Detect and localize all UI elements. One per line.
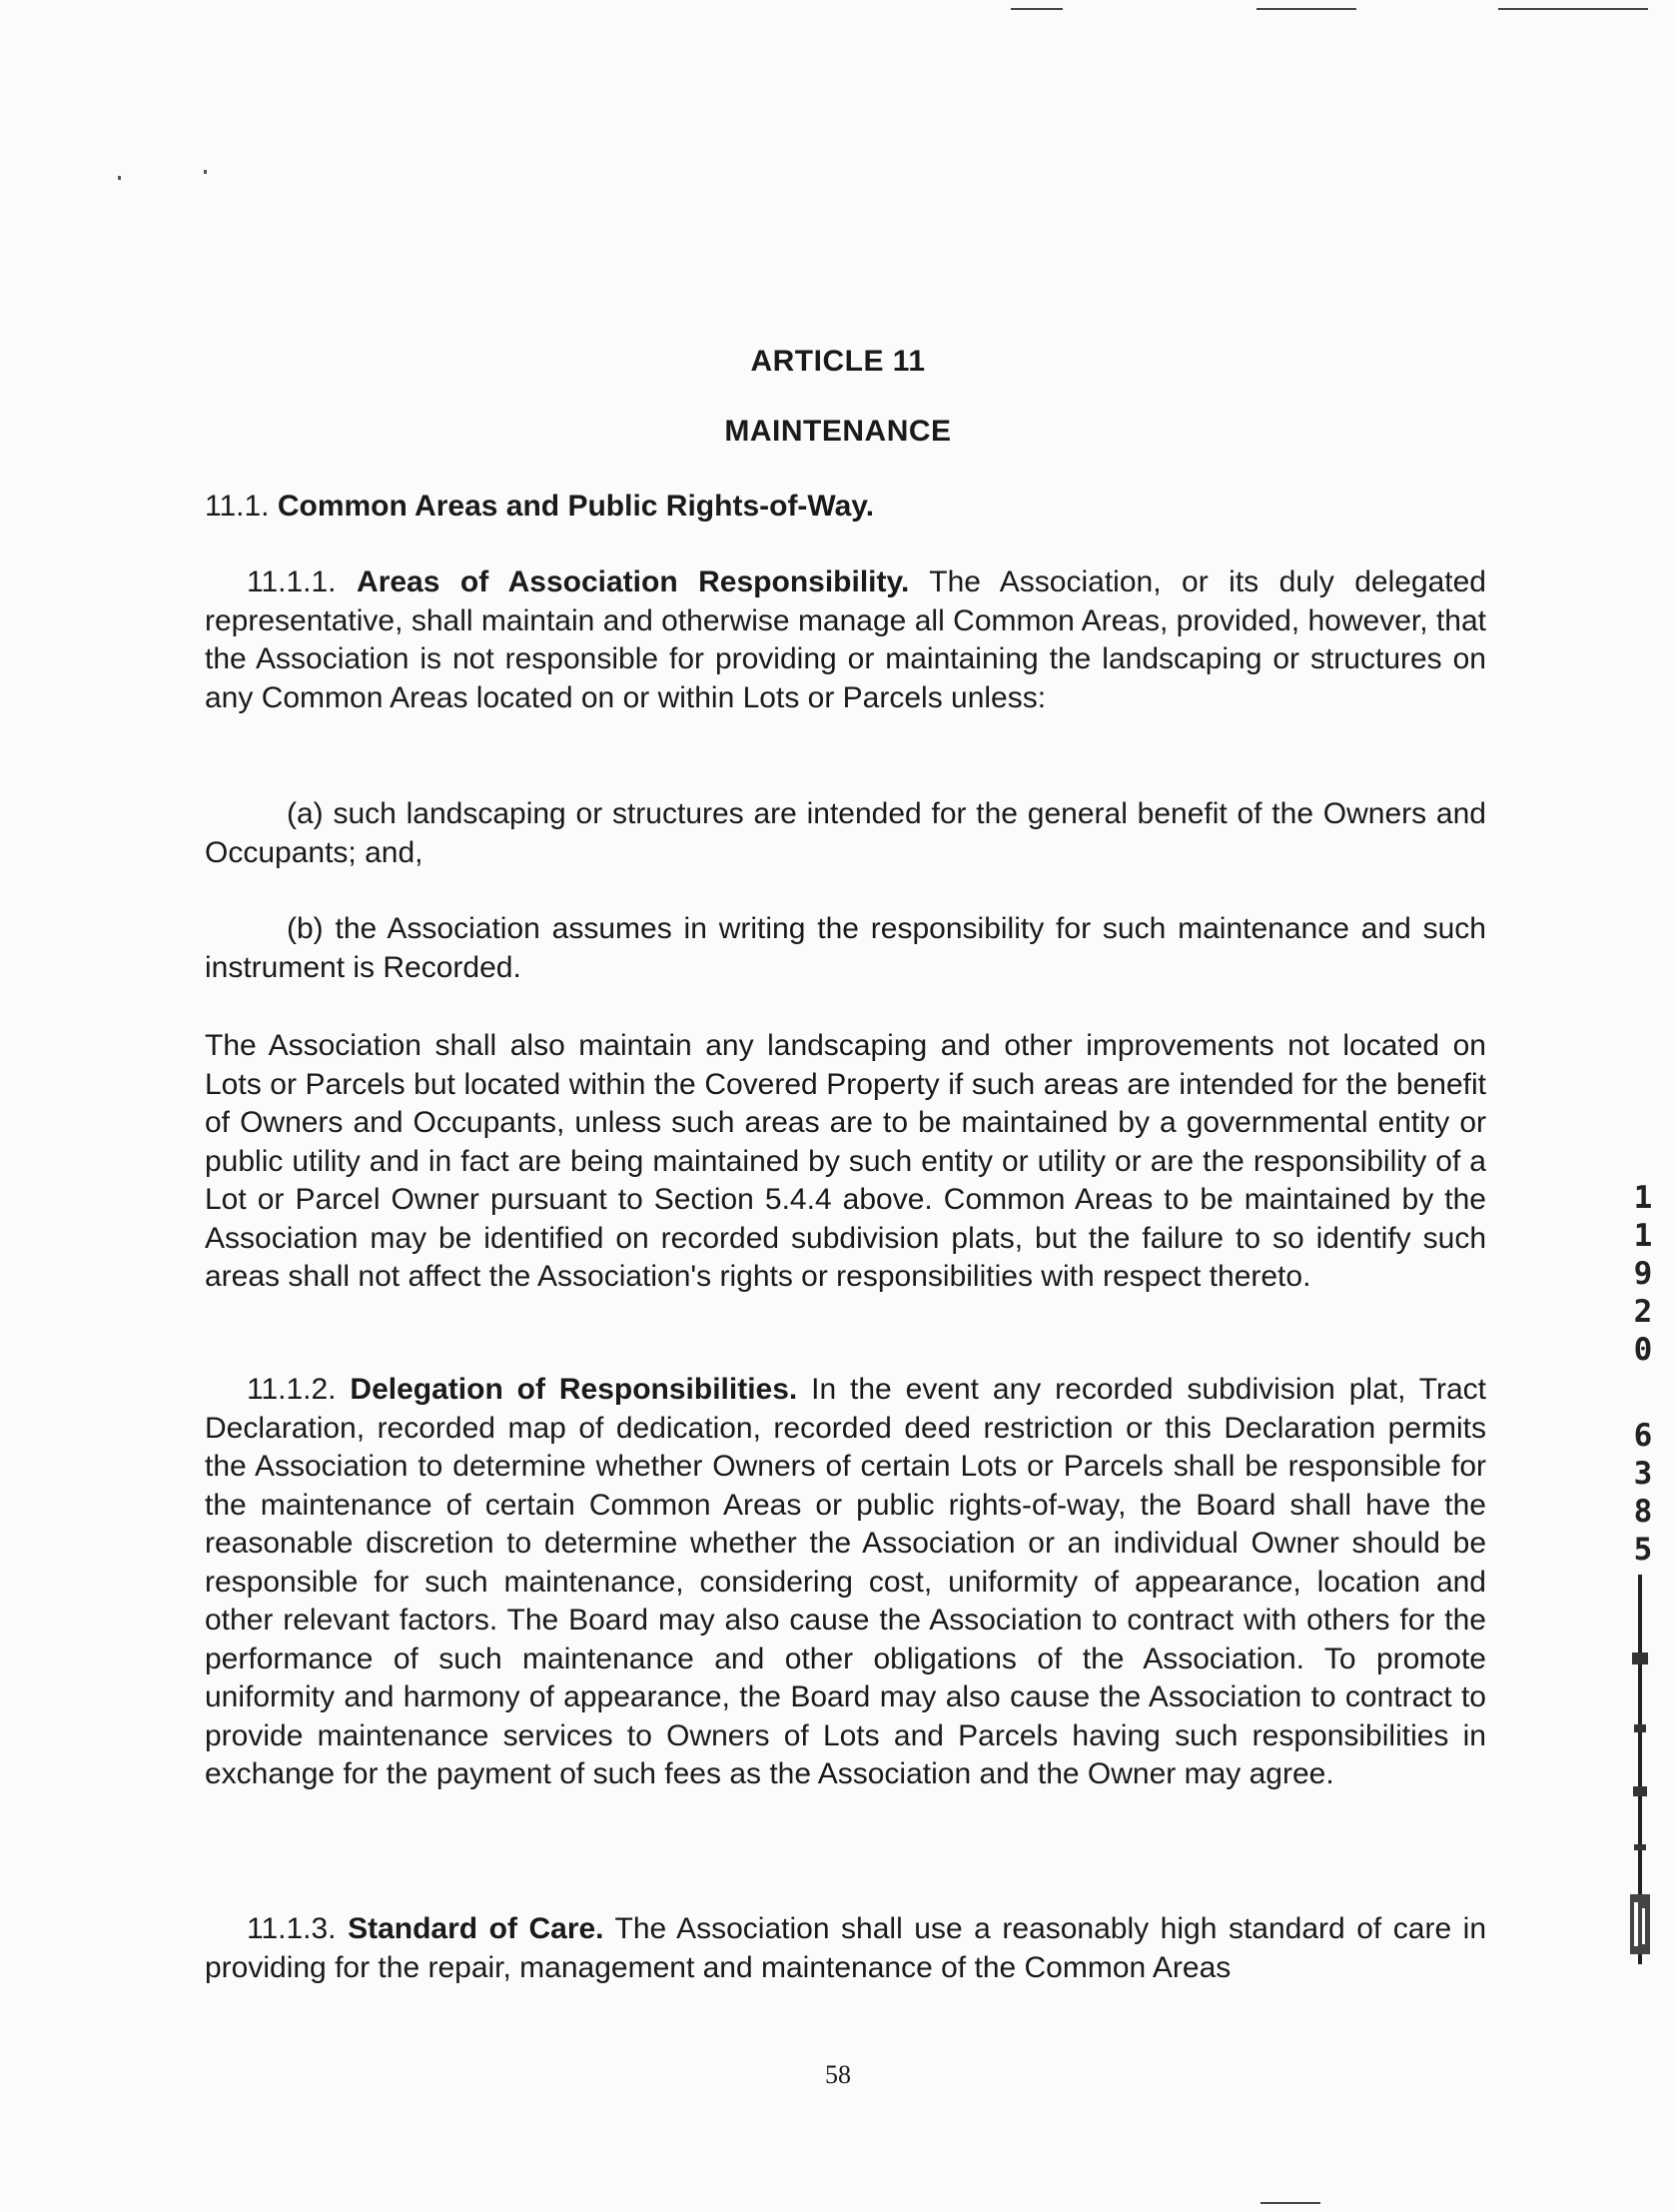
section-11-1-1-closing-paragraph: The Association shall also maintain any landscaping and other improvements not located on Lots or Parcels but located within the Covered Property if such areas are intended for the benefit of Owners and Occupants, unless such areas are to be maintained by a governmental entity or public utility and in fact are being maintained by such entity or utility or are the responsibility of a Lot or Parcel Owner pursuant to Section 5.4.4 above. Common Areas to be maintained by the Association may be identified on recorded subdivision plats, but the failure to so identify such areas shall not affect the Association's rights or responsibilities with respect thereto. bbox=[205, 1029, 1486, 1293]
section-title: Common Areas and Public Rights-of-Way. bbox=[277, 490, 875, 523]
section-11-1-3-paragraph bbox=[205, 1910, 1486, 1987]
section-number: 11.1.1. bbox=[247, 565, 337, 598]
stamp-digit: 6 bbox=[1633, 1418, 1653, 1454]
article-title: MAINTENANCE bbox=[724, 415, 952, 448]
list-item-a: (a) such landscaping or structures are intended for the general benefit of the Owners and Occupants; and, bbox=[205, 797, 1486, 869]
stamp-digit: 3 bbox=[1633, 1456, 1653, 1492]
list-item-b: (b) the Association assumes in writing the responsibility for such maintenance and such instrument is Recorded. bbox=[205, 912, 1486, 984]
stamp-digit: 1 bbox=[1633, 1218, 1653, 1254]
section-number: 11.1.2. bbox=[247, 1373, 337, 1406]
article-number-heading: ARTICLE 11 bbox=[750, 345, 926, 378]
stamp-digit: 8 bbox=[1633, 1494, 1653, 1530]
section-title: Areas of Association Responsibility. bbox=[357, 565, 910, 598]
section-11-1-1-paragraph bbox=[205, 563, 1486, 717]
stamp-digit: 5 bbox=[1633, 1532, 1653, 1568]
section-body: In the event any recorded subdivision plat, Tract Declaration, recorded map of dedication, recorded deed restriction or this Declaration permits the Association to determine whether Owners of certain Lots or Parcels shall be responsible for the maintenance of certain Common Areas or public rights-of-way, the Board shall have the reasonable discretion to determine whether the Association or an individual Owner should be responsible for such maintenance, considering cost, uniformity of appearance, location and other relevant factors. The Board may also cause the Association to contract with others for the performance of such maintenance and other obligations of the Association. To promote uniformity and harmony of appearance, the Board may also cause the Association to contract to provide maintenance services to Owners of Lots and Parcels having such responsibilities in exchange for the payment of such fees as the Association and the Owner may agree. bbox=[205, 1373, 1486, 1790]
stamp-digit: 2 bbox=[1633, 1294, 1653, 1330]
scan-artifact-line bbox=[1260, 2202, 1320, 2204]
barcode-mark bbox=[1626, 1575, 1654, 1964]
section-body: The Association, or its duly delegated representative, shall maintain and otherwise manage all Common Areas, provided, however, that the Association is not responsible for providing or maintaining the landscaping or structures on any Common Areas located on or within Lots or Parcels unless: bbox=[205, 565, 1486, 714]
scan-artifact-speck bbox=[118, 176, 121, 180]
stamp-digit: 9 bbox=[1633, 1256, 1653, 1292]
page-number: 58 bbox=[825, 2060, 851, 2089]
section-title: Standard of Care. bbox=[348, 1912, 604, 1945]
scan-artifact-line bbox=[1011, 8, 1063, 10]
section-number: 11.1.3. bbox=[247, 1912, 337, 1945]
recording-number-stamp bbox=[1620, 1179, 1666, 1569]
stamp-digit: 0 bbox=[1633, 1332, 1653, 1368]
section-title: Delegation of Responsibilities. bbox=[350, 1373, 798, 1406]
section-body: The Association shall use a reasonably high standard of care in providing for the repair, management and maintenance of the Common Areas bbox=[205, 1912, 1487, 1984]
stamp-digit: 1 bbox=[1633, 1180, 1653, 1216]
section-11-1-heading bbox=[205, 490, 874, 524]
section-11-1-2-paragraph bbox=[205, 1371, 1486, 1794]
scan-artifact-line bbox=[1498, 8, 1648, 10]
scan-artifact-speck bbox=[204, 170, 207, 174]
scan-artifact-line bbox=[1257, 8, 1356, 10]
section-number: 11.1. bbox=[205, 490, 270, 523]
